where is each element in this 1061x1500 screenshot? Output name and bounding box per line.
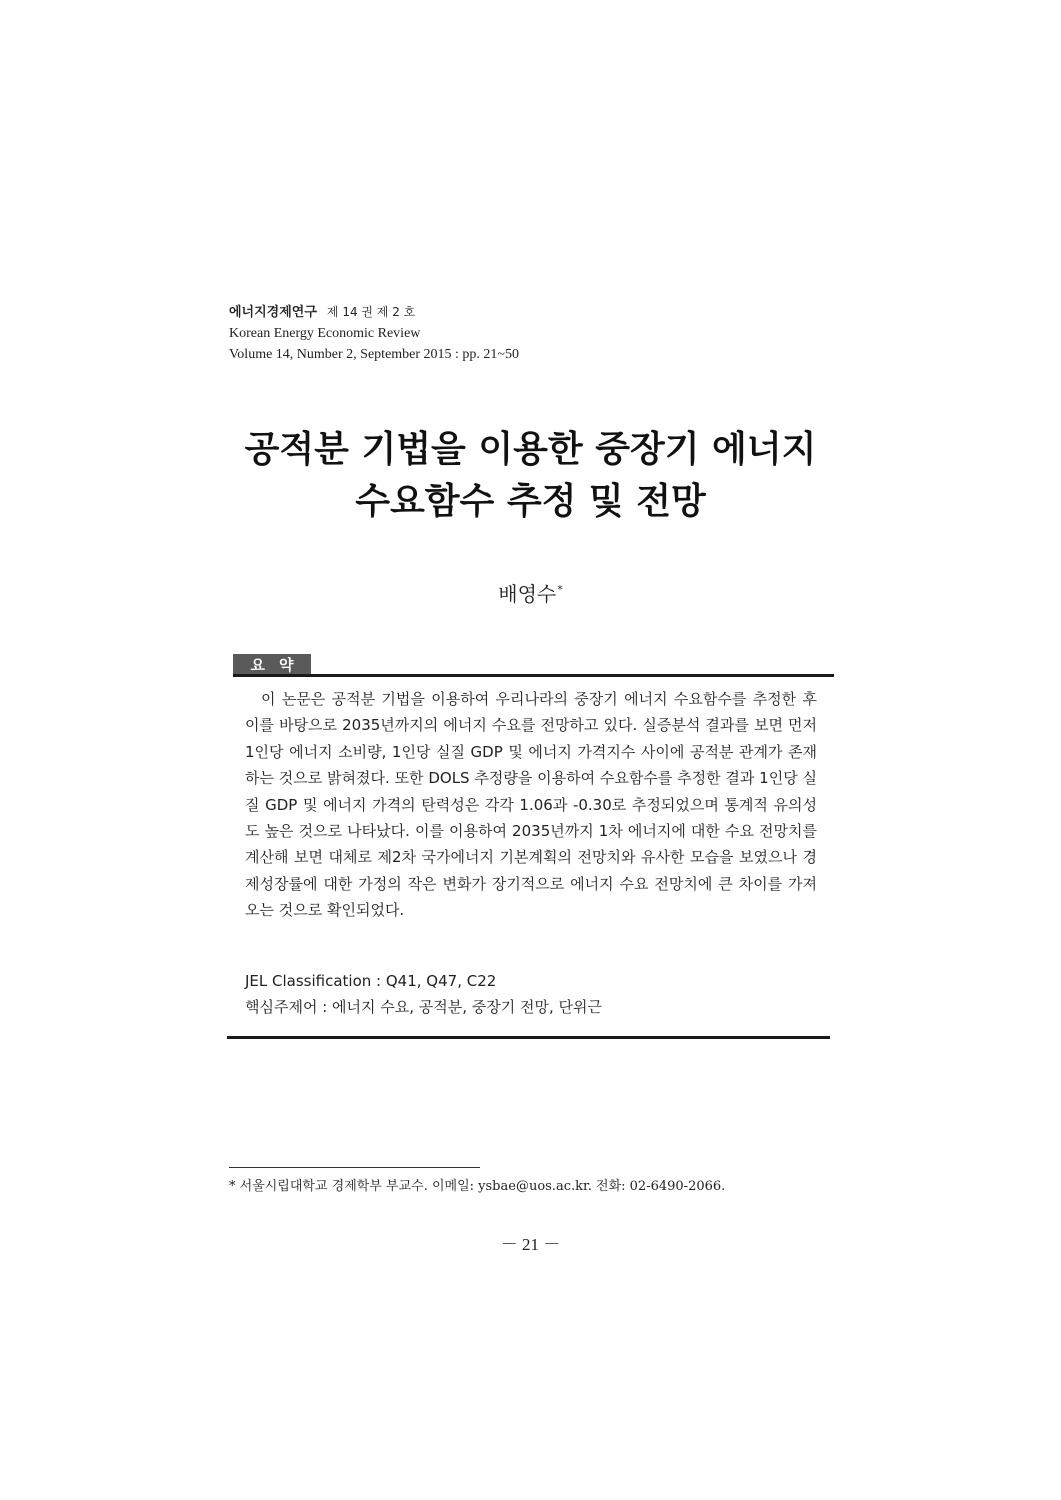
author-footnote-mark: * <box>557 583 563 596</box>
classification-block <box>245 968 825 1020</box>
jel-classification: JEL Classification : Q41, Q47, C22 <box>245 972 497 990</box>
author-line <box>0 578 1061 607</box>
paper-title <box>0 424 1061 528</box>
author-footnote: * 서울시립대학교 경제학부 부교수. 이메일: ysbae@uos.ac.kr. 전화: 02-6490-2066. <box>229 1179 726 1194</box>
author-name: 배영수 <box>498 582 557 606</box>
journal-issue-korean: 제 14 권 제 2 호 <box>326 305 416 319</box>
abstract-top-divider <box>233 674 834 677</box>
journal-korean-line <box>229 302 829 323</box>
paper-title-line-2: 수요함수 추정 및 전망 <box>355 481 706 522</box>
key-terms: 핵심주제어 : 에너지 수요, 공적분, 중장기 전망, 단위근 <box>245 998 603 1016</box>
footnote-divider <box>229 1167 480 1168</box>
journal-header <box>229 302 829 365</box>
abstract-bottom-divider <box>227 1036 830 1039</box>
abstract-body: 이 논문은 공적분 기법을 이용하여 우리나라의 중장기 에너지 수요함수를 추정한 후 이를 바탕으로 2035년까지의 에너지 수요를 전망하고 있다. 실증분석 결과를 보면 먼저 1인당 에너지 소비량, 1인당 실질 GDP 및 에너지 가격지수 사이에 공적분 관계가 존재하는 것으로 밝혀졌다. 또한 DOLS 추정량을 이용하여 수요함수를 추정한 결과 1인당 실질 GDP 및 에너지 가격의 탄력성은 각각 1.06과 -0.30로 추정되었으며 통계적 유의성도 높은 것으로 나타났다. 이를 이용하여 2035년까지 1차 에너지에 대한 수요 전망치를 계산해 보면 대체로 제2차 국가에너지 기본계획의 전망치와 유사한 모습을 보였으나 경제성장률에 대한 가정의 작은 변화가 장기적으로 에너지 수요 전망치에 큰 차이를 가져오는 것으로 확인되었다. <box>245 690 817 920</box>
journal-name-korean: 에너지경제연구 <box>229 305 317 320</box>
page-number: － 21 － <box>500 1235 561 1254</box>
abstract-heading: 요약 <box>233 654 311 676</box>
paper-title-line-1: 공적분 기법을 이용한 중장기 에너지 <box>244 429 817 470</box>
journal-volume-info: Volume 14, Number 2, September 2015 : pp. 21~50 <box>229 347 520 362</box>
journal-name-english: Korean Energy Economic Review <box>229 326 421 341</box>
